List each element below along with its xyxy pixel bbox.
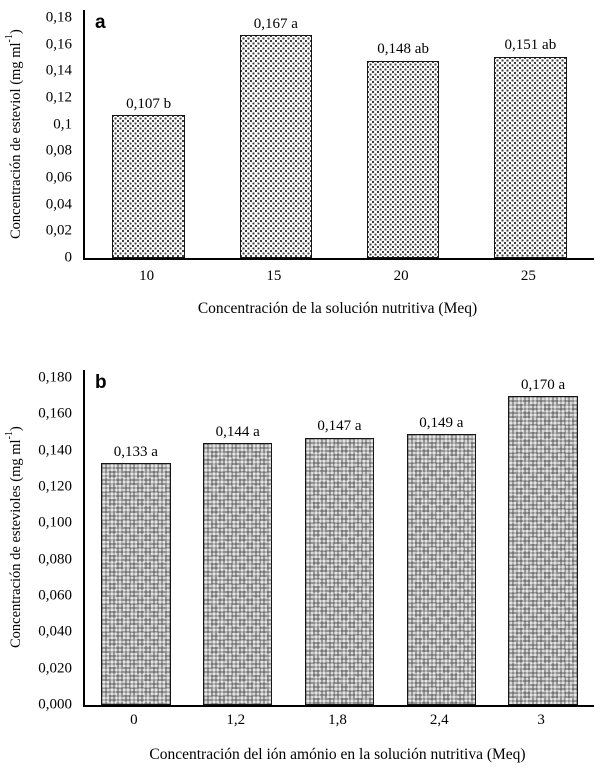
superscript-b: -1 (4, 431, 15, 440)
bar (494, 37, 567, 258)
y-tick-label: 0,18 (45, 9, 72, 26)
bar-value-label: 0,167 a (253, 15, 298, 32)
bar (112, 95, 185, 258)
y-tick-label: 0,120 (38, 478, 72, 495)
panel-label-a: a (95, 12, 106, 33)
x-tick-label: 2,4 (429, 712, 449, 728)
x-tick-label: 0 (130, 712, 138, 728)
y-tick-label: 0,020 (38, 660, 72, 677)
bar-slot (85, 370, 187, 705)
bar-slot (85, 10, 212, 258)
y-tick-label: 0,1 (53, 116, 72, 133)
y-tick-label: 0,16 (45, 36, 72, 53)
bar (367, 41, 440, 258)
plot-area-b (83, 370, 594, 707)
bar-slot (467, 10, 594, 258)
x-axis-title-a: Concentración de la solución nutritiva (Meq) (197, 300, 478, 317)
bar-slot (390, 370, 492, 705)
bar-slot (187, 370, 289, 705)
y-axis-title-a-text: Concentración de esteviol (mg $ml^{-1}$) (4, 29, 24, 239)
bar-value-label: 0,148 ab (377, 41, 429, 58)
bar (407, 414, 476, 705)
x-tick-label: 10 (139, 268, 155, 284)
bar (305, 418, 374, 705)
x-tick-label: 1,8 (328, 712, 347, 728)
y-tick-label: 0,000 (38, 696, 72, 713)
bar-slot (340, 10, 467, 258)
y-tick-label: 0,08 (45, 142, 72, 159)
x-axis-ticks-a (83, 268, 592, 285)
bar (203, 423, 272, 705)
y-tick-label: 0,06 (45, 169, 72, 186)
y-axis-ticks-b (0, 369, 76, 713)
panel-label-b: b (95, 372, 107, 393)
bar-value-label: 0,151 ab (504, 37, 557, 54)
y-axis-title-b-text: Concentración de estevioles (mg $ml^{-1}$) (4, 426, 24, 649)
y-tick-label: 0,12 (45, 89, 72, 106)
plot-area-a (83, 10, 594, 260)
bar-value-label: 0,107 b (126, 95, 172, 112)
bar-value-label: 0,133 a (113, 443, 158, 460)
y-tick-label: 0,140 (38, 442, 72, 459)
bar (508, 376, 577, 705)
bar-slot (212, 10, 339, 258)
x-axis-title-b: Concentración del ión amónio en la solución nutritiva (Meq) (149, 746, 526, 763)
y-tick-label: 0,160 (38, 405, 72, 422)
y-tick-label: 0,080 (38, 551, 72, 568)
superscript-a: -1 (4, 34, 15, 43)
y-axis-ticks-a (0, 9, 76, 266)
bar-value-label: 0,144 a (215, 423, 260, 440)
bar (240, 15, 313, 258)
y-tick-label: 0,100 (38, 514, 72, 531)
x-tick-label: 3 (537, 712, 545, 728)
x-tick-label: 25 (520, 268, 536, 284)
y-tick-label: 0,04 (45, 196, 72, 213)
bar-value-label: 0,149 a (419, 414, 464, 431)
y-tick-label: 0,180 (38, 369, 72, 386)
y-tick-label: 0,060 (38, 587, 72, 604)
bar-value-label: 0,147 a (317, 418, 362, 435)
bar-slot (492, 370, 594, 705)
y-tick-label: 0,02 (45, 222, 72, 239)
bar (101, 443, 170, 705)
y-tick-label: 0,14 (45, 62, 72, 79)
x-tick-label: 1,2 (226, 712, 246, 728)
bar-value-label: 0,170 a (520, 376, 566, 393)
x-tick-label: 15 (266, 268, 282, 284)
x-axis-ticks-b (83, 712, 592, 729)
x-tick-label: 20 (393, 268, 409, 284)
y-tick-label: 0 (64, 249, 72, 266)
y-tick-label: 0,040 (38, 623, 72, 640)
bar-slot (289, 370, 391, 705)
